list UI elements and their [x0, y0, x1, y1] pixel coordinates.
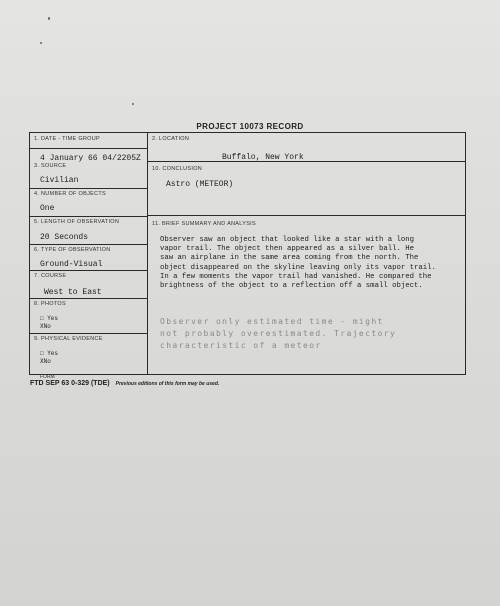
- row-divider: [30, 148, 147, 149]
- photos-label: 8. PHOTOS: [34, 301, 66, 307]
- scan-speck: [40, 42, 42, 44]
- summary-line: vapor trail. The object then appeared as a silver ball. He: [160, 245, 414, 254]
- summary-line: Observer saw an object that looked like a star with a long: [160, 236, 414, 244]
- footer: [30, 380, 219, 387]
- row-divider: [30, 216, 147, 217]
- handwritten-note-line: not probably overestimated. Trajectory: [160, 329, 397, 338]
- handwritten-note-line: Observer only estimated time - might: [160, 317, 384, 326]
- summary-line: object disappeared on the skyline leaving only its vapor trail.: [160, 263, 436, 272]
- scan-speck: [48, 17, 50, 20]
- location-label: 2. LOCATION: [152, 136, 190, 142]
- summary-line: saw an airplane in the same area coming from the north. The: [160, 254, 419, 263]
- type-of-observation-label: 6. TYPE OF OBSERVATION: [34, 247, 111, 253]
- length-of-observation-label: 5. LENGTH OF OBSERVATION: [34, 219, 120, 225]
- record-title: PROJECT 10073 RECORD: [196, 122, 304, 131]
- conclusion-value: Astro (METEOR): [166, 180, 234, 189]
- handwritten-note-line: characteristic of a meteor: [160, 341, 322, 350]
- physical-evidence-label: 9. PHYSICAL EVIDENCE: [34, 336, 103, 342]
- conclusion-label: 10. CONCLUSION: [152, 166, 203, 172]
- course-label: 7. COURSE: [34, 273, 67, 279]
- course-value: West to East: [44, 288, 102, 297]
- source-value: Civilian: [40, 176, 79, 185]
- location-value: Buffalo, New York: [222, 153, 304, 162]
- summary-text: [160, 236, 466, 291]
- source-label: 3. SOURCE: [34, 163, 67, 169]
- date-time-value: 4 January 66 04/2205Z: [40, 154, 141, 163]
- form-id: FTD SEP 63 0-329 (TDE): [30, 380, 110, 387]
- type-of-observation-value: Ground-Visual: [40, 260, 103, 269]
- number-of-objects-value: One: [40, 204, 55, 213]
- row-divider: [30, 298, 147, 299]
- photos-yes-option: □ Yes: [40, 315, 59, 322]
- scan-speck: [132, 103, 134, 105]
- row-divider: [30, 244, 147, 245]
- row-divider: [147, 215, 465, 216]
- summary-line: In a few moments the vapor trail had vanished. He compared the: [160, 272, 432, 281]
- row-divider: [30, 270, 147, 271]
- number-of-objects-label: 4. NUMBER OF OBJECTS: [34, 191, 107, 197]
- summary-label: 11. BRIEF SUMMARY AND ANALYSIS: [152, 221, 256, 227]
- row-divider: [147, 161, 465, 162]
- row-divider: [30, 333, 147, 334]
- previous-editions-note: Previous editions of this form may be used.: [115, 381, 220, 387]
- length-of-observation-value: 20 Seconds: [40, 233, 89, 242]
- column-divider: [147, 133, 148, 374]
- footer-form-label: FORM: [40, 374, 55, 380]
- summary-line: brightness of the object to a reflection off a small object.: [160, 282, 423, 291]
- photos-no-option: XNo: [40, 323, 51, 330]
- physical-evidence-no-option: XNo: [40, 358, 51, 365]
- row-divider: [30, 188, 147, 189]
- record-form: [29, 132, 466, 375]
- date-time-label: 1. DATE - TIME GROUP: [34, 136, 100, 142]
- physical-evidence-yes-option: □ Yes: [40, 350, 59, 357]
